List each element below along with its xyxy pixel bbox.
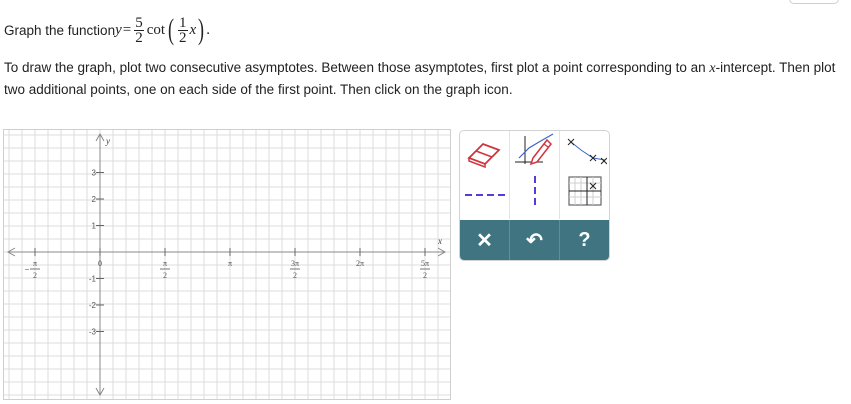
question-prompt	[4, 8, 210, 52]
plot-points-tool[interactable]	[561, 135, 609, 167]
x-variable: x	[189, 21, 197, 38]
pencil-icon	[513, 132, 557, 166]
cot-function: cot	[146, 21, 166, 38]
pencil-tool[interactable]	[511, 133, 559, 165]
x-tick-numerator: π	[162, 259, 168, 268]
x-axis-label: x	[438, 236, 442, 246]
x-tick-numerator: 3π	[290, 259, 300, 268]
y-tick-label: -1	[88, 274, 96, 284]
x-tick-label: π	[227, 259, 233, 268]
top-tab	[789, 0, 839, 4]
inner-numerator: 1	[179, 14, 187, 31]
x-tick-denominator: 2	[163, 271, 167, 280]
y-tick-label: -3	[88, 327, 96, 337]
y-tick-label: -2	[88, 301, 96, 310]
action-bar	[460, 220, 609, 260]
horizontal-asymptote-icon	[463, 181, 507, 205]
help-icon: ?	[578, 228, 591, 251]
right-paren: )	[198, 13, 205, 46]
coordinate-plane[interactable]	[4, 130, 450, 399]
toolbar-divider	[509, 131, 510, 219]
graph-area[interactable]	[3, 129, 451, 400]
equals-sign: =	[122, 21, 132, 38]
toolbar-divider	[559, 131, 560, 219]
instructions-part1: To draw the graph, plot two consecutive asymptotes. Between those asymptotes, first plot a point corresponding to an	[4, 60, 710, 75]
undo-icon: ↶	[526, 229, 543, 252]
instructions-x: x	[709, 61, 716, 76]
inner-denominator: 2	[179, 29, 187, 46]
y-axis-label: y	[106, 136, 110, 146]
eraser-tool[interactable]	[461, 137, 509, 169]
plot-points-icon	[563, 136, 607, 166]
y-tick-label: 1	[91, 221, 96, 231]
x-tick-denominator: 2	[423, 271, 427, 280]
function-expression	[115, 15, 210, 45]
instructions-part2: -intercept. Then plot two additional points, one on each side of the first point. Then click on the graph icon.	[4, 60, 836, 97]
question-instructions	[4, 57, 849, 100]
x-tick-sign: −	[24, 265, 30, 274]
x-tick-label: 2π	[355, 259, 365, 268]
horizontal-asymptote-tool[interactable]	[461, 177, 509, 209]
vertical-asymptote-icon	[523, 174, 547, 208]
x-tick-denominator: 2	[293, 271, 297, 280]
x-tick-denominator: 2	[33, 271, 37, 280]
y-tick-label: 3	[91, 168, 96, 178]
y-tick-label: 2	[91, 195, 96, 204]
coefficient-fraction	[134, 16, 144, 45]
clear-button[interactable]	[460, 220, 509, 260]
x-tick-numerator: 5π	[420, 259, 430, 268]
clear-icon: ✕	[476, 229, 493, 252]
coefficient-denominator: 2	[135, 29, 143, 46]
question-prefix: Graph the function	[4, 22, 116, 38]
inner-fraction	[178, 16, 188, 45]
graph-toolbar	[459, 130, 610, 261]
eraser-icon	[465, 138, 505, 168]
coefficient-numerator: 5	[135, 14, 143, 31]
left-paren: (	[168, 13, 175, 46]
help-button[interactable]	[560, 220, 609, 260]
undo-button[interactable]	[510, 220, 559, 260]
x-tick-label: 0	[98, 259, 102, 268]
y-variable: y	[115, 21, 122, 38]
graph-grid-tool[interactable]	[561, 175, 609, 207]
period-mark: .	[206, 21, 210, 38]
graph-grid-icon	[567, 175, 603, 207]
x-tick-numerator: π	[32, 259, 38, 268]
vertical-asymptote-tool[interactable]	[511, 175, 559, 207]
